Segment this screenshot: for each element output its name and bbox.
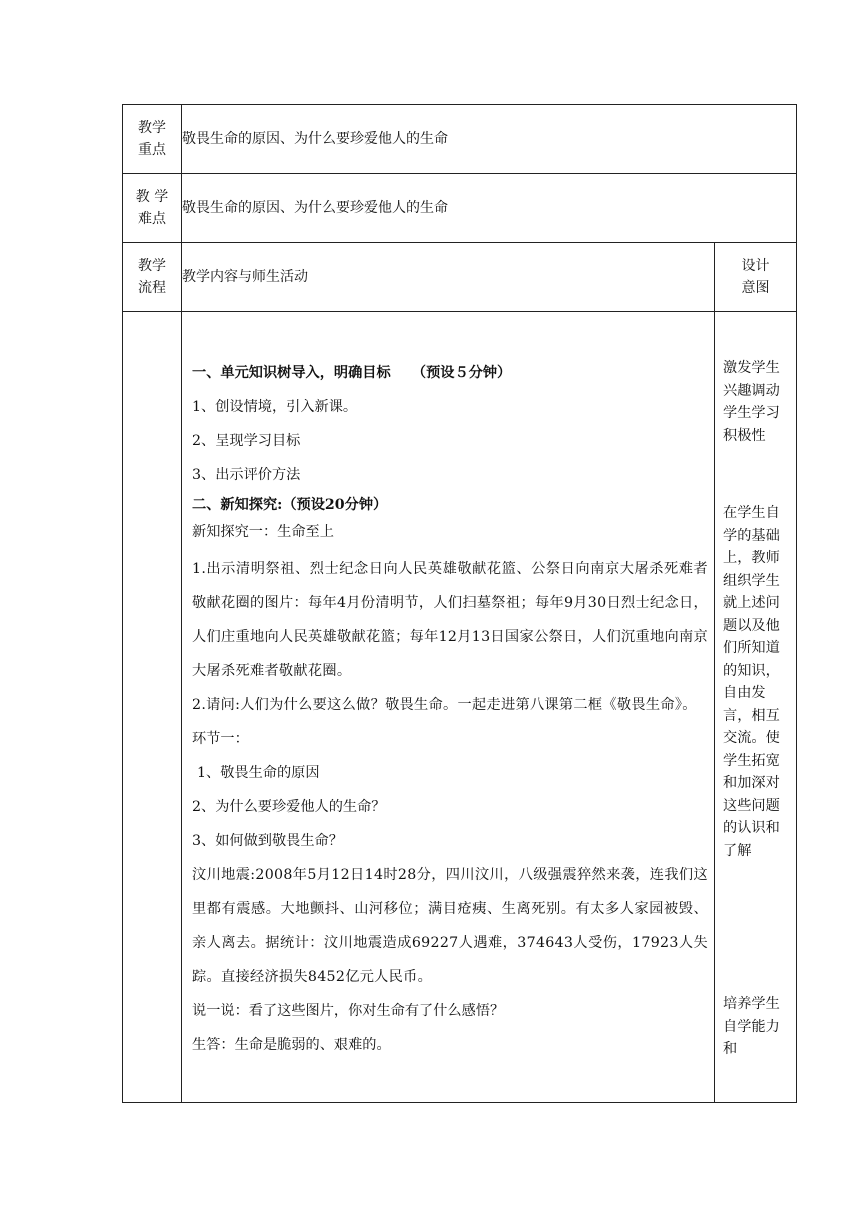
design-note: 激发学生兴趣调动学生学习积极性 <box>723 360 780 444</box>
body-line: 3、如何做到敬畏生命？ <box>192 833 343 849</box>
body-line: 1、敬畏生命的原因 <box>197 765 320 781</box>
difficulties-label-line1: 教 学 <box>135 189 169 205</box>
process-label-line1: 教学 <box>138 258 166 274</box>
difficulties-label-line2: 难点 <box>138 211 166 227</box>
body-line: 1、创设情境，引入新课。 <box>192 399 358 415</box>
body-line: 2、为什么要珍爱他人的生命？ <box>192 799 386 815</box>
difficulties-content: 敬畏生命的原因、为什么要珍爱他人的生命 <box>182 174 797 243</box>
design-intent-line1: 设计 <box>741 258 770 274</box>
key-points-content: 敬畏生命的原因、为什么要珍爱他人的生命 <box>182 105 797 174</box>
key-points-row <box>123 105 797 174</box>
process-content: 教学内容与师生活动 <box>182 243 715 312</box>
body-line: 2、呈现学习目标 <box>192 433 301 449</box>
body-line: 3、出示评价方法 <box>192 467 301 483</box>
key-points-label <box>123 105 182 174</box>
body-paragraph: 汶川地震:2008年5月12日14时28分，四川汶川，八级强震猝然来袭，连我们这里都有震感。大地颤抖、山河移位；满目疮痍、生离死别。有太多人家园被毁、亲人离去。据统计：汶川地震造成69227人遇难，374643人受伤，17923人失踪。直接经济损失8452亿元人民币。 <box>192 867 708 985</box>
lesson-body-row <box>123 312 797 1103</box>
difficulties-row <box>123 174 797 243</box>
body-line: 生答：生命是脆弱的、艰难的。 <box>192 1037 391 1053</box>
body-paragraph: 2.请问:人们为什么要这么做？敬畏生命。一起走进第八课第二框《敬畏生命》。 <box>192 697 697 713</box>
design-note: 培养学生自学能力和 <box>723 996 780 1058</box>
body-line: 说一说：看了这些图片，你对生命有了什么感悟？ <box>192 1003 505 1019</box>
design-note: 在学生自学的基础上，教师组织学生就上述问题以及他们所知道的知识，自由发言，相互交流。使学生拓宽和加深对这些问题的认识和了解 <box>723 505 780 859</box>
body-line: 新知探究一：生命至上 <box>192 524 334 540</box>
difficulties-label <box>123 174 182 243</box>
design-intent-line2: 意图 <box>741 280 770 296</box>
process-label <box>123 243 182 312</box>
body-line: 环节一： <box>192 731 249 747</box>
design-intent-cell <box>715 312 797 1103</box>
process-label-line2: 流程 <box>138 280 166 296</box>
section-1-heading: 一、单元知识树导入，明确目标 （预设５分钟） <box>192 365 512 381</box>
key-points-label-line1: 教学 <box>138 120 166 136</box>
body-paragraph: 1.出示清明祭祖、烈士纪念日向人民英雄敬献花篮、公祭日向南京大屠杀死难者敬献花圈的图片：每年4月份清明节，人们扫墓祭祖；每年9月30日烈士纪念日，人们庄重地向人民英雄敬献花篮；每年12月13日国家公祭日，人们沉重地向南京大屠杀死难者敬献花圈。 <box>192 561 708 679</box>
design-intent-header <box>715 243 797 312</box>
lesson-body-label-cell <box>123 312 182 1103</box>
lesson-body-content <box>182 312 715 1103</box>
section-2-heading: 二、新知探究:（预设20分钟） <box>192 497 388 513</box>
key-points-label-line2: 重点 <box>138 142 166 158</box>
process-row <box>123 243 797 312</box>
lesson-plan-table <box>122 104 797 1103</box>
